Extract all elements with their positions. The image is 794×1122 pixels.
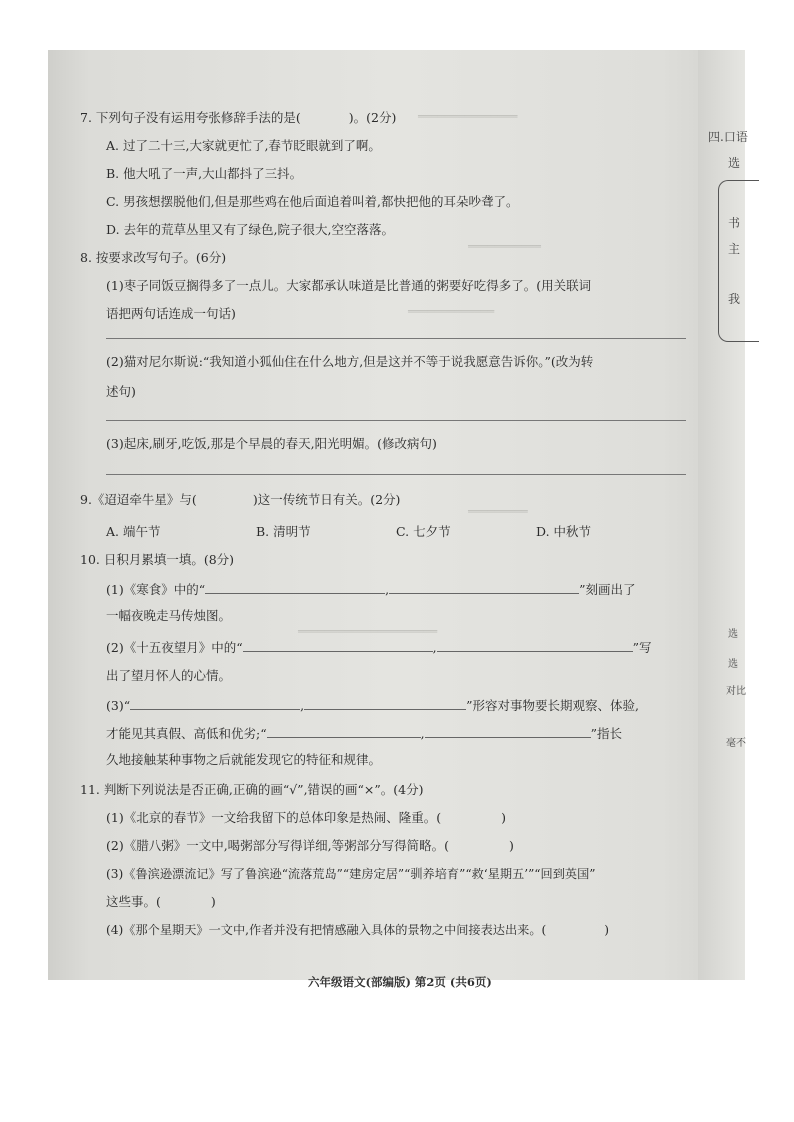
- fill-blank[interactable]: [389, 580, 579, 594]
- bleed-through-text: ═══════════════: [418, 110, 518, 123]
- question-10-item-2-prefix: (2)《十五夜望月》中的“: [106, 640, 243, 655]
- adjacent-page-box: [718, 180, 759, 342]
- comma: ,: [420, 726, 425, 741]
- fill-blank[interactable]: [243, 638, 433, 652]
- question-10-item-3-suffix: ”形容对事物要长期观察、体验,: [466, 698, 639, 713]
- question-11-item-2-text: (2)《腊八粥》一文中,喝粥部分写得详细,等粥部分写得简略。(: [106, 838, 450, 853]
- question-9-option-d: D. 中秋节: [536, 524, 592, 539]
- question-10-item-3-prefix: (3)“: [106, 698, 131, 713]
- page-footer: 六年级语文(部编版) 第2页 (共6页): [308, 975, 492, 989]
- question-10-item-2-line-2: 出了望月怀人的心情。: [106, 668, 232, 683]
- exam-page: [80, 82, 720, 989]
- question-11-item-1-close: ): [501, 810, 506, 825]
- question-9-option-c: C. 七夕节: [396, 524, 451, 539]
- question-11-item-4-close: ): [604, 923, 610, 937]
- question-9-option-a: A. 端午节: [106, 524, 161, 539]
- question-10-item-2-suffix: ”写: [632, 640, 652, 655]
- question-11-item-3-text: 这些事。(: [106, 894, 161, 909]
- bleed-through-text: ═══════════: [468, 240, 541, 253]
- question-10-stem: 10. 日积月累填一填。(8分): [80, 552, 235, 567]
- answer-line[interactable]: [106, 420, 686, 421]
- question-11-item-2: [106, 838, 514, 854]
- question-7-option-d: D. 去年的荒草丛里又有了绿色,院子很大,空空落落。: [106, 222, 394, 237]
- comma: ,: [300, 698, 305, 713]
- question-7-option-a: A. 过了二十三,大家就更忙了,春节眨眼就到了啊。: [106, 138, 381, 153]
- question-10-item-1-line-1: [106, 580, 635, 598]
- question-8-item-1-line-2: 语把两句话连成一句话): [106, 306, 236, 321]
- question-10-item-3-middle: 才能见其真假、高低和优劣;“: [106, 726, 267, 741]
- adjacent-page-text: 选: [728, 659, 738, 670]
- adjacent-page-text: 书: [728, 216, 741, 230]
- answer-line[interactable]: [106, 474, 686, 475]
- question-9-option-b: B. 清明节: [256, 524, 311, 539]
- question-10-item-2-line-1: [106, 638, 651, 656]
- fill-blank[interactable]: [205, 580, 385, 594]
- question-10-item-3-suffix-2: ”指长: [590, 726, 622, 741]
- adjacent-page-text: 我: [728, 292, 741, 306]
- fill-blank[interactable]: [267, 724, 421, 738]
- question-10-item-1-suffix: ”刻画出了: [579, 582, 636, 597]
- question-7-stem: [80, 110, 396, 126]
- adjacent-page-text: 选: [728, 629, 738, 640]
- question-9-stem: [80, 492, 400, 508]
- adjacent-page-text: 四.口语: [708, 130, 748, 144]
- question-7-option-c: C. 男孩想摆脱他们,但是那些鸡在他后面追着叫着,都快把他的耳朵吵聋了。: [106, 194, 519, 209]
- question-7-option-b: B. 他大吼了一声,大山都抖了三抖。: [106, 166, 303, 181]
- adjacent-page-text: 毫不: [726, 738, 746, 749]
- answer-line[interactable]: [106, 338, 686, 339]
- bleed-through-text: ═════════: [468, 505, 528, 518]
- question-11-stem: 11. 判断下列说法是否正确,正确的画“√”,错误的画“×”。(4分): [80, 782, 424, 797]
- question-11-item-4-text: (4)《那个星期天》一文中,作者并没有把情感融入具体的景物之中间接表达出来。(: [106, 923, 547, 937]
- adjacent-page-text: 对比: [726, 686, 746, 697]
- question-7-stem-end: )。(2分): [348, 110, 397, 125]
- fill-blank[interactable]: [130, 696, 300, 710]
- question-11-item-3-close: ): [210, 894, 216, 909]
- adjacent-page-text: 主: [728, 242, 741, 256]
- bleed-through-text: ═════════════════════: [298, 625, 438, 638]
- question-10-item-3-line-1: [106, 696, 639, 714]
- question-9-stem-end: )这一传统节日有关。(2分): [252, 492, 401, 507]
- question-8-stem: 8. 按要求改写句子。(6分): [80, 250, 227, 265]
- question-11-item-3-line-1: (3)《鲁滨逊漂流记》写了鲁滨逊“流落荒岛”“建房定居”“驯养培育”“救‘星期五’”“回到英国”: [106, 867, 596, 881]
- question-10-item-3-line-2: [106, 724, 622, 742]
- question-11-item-4: [106, 922, 609, 938]
- bleed-through-text: ═════════════: [408, 305, 495, 318]
- question-8-item-2-line-2: 述句): [106, 384, 136, 399]
- adjacent-page-text: 选: [728, 156, 741, 170]
- question-8-item-2-line-1: (2)猫对尼尔斯说:“我知道小狐仙住在什么地方,但是这并不等于说我愿意告诉你。”(改为转: [106, 354, 594, 369]
- question-11-item-1: [106, 810, 506, 826]
- question-11-item-3-line-2: [106, 894, 216, 910]
- comma: ,: [385, 582, 390, 597]
- question-9-stem-text: 9.《迢迢牵牛星》与(: [80, 492, 197, 507]
- question-11-item-1-text: (1)《北京的春节》一文给我留下的总体印象是热闹、隆重。(: [106, 810, 442, 825]
- question-7-stem-text: 7. 下列句子没有运用夸张修辞手法的是(: [80, 110, 301, 125]
- fill-blank[interactable]: [437, 638, 633, 652]
- scanned-photo: [48, 50, 748, 989]
- fill-blank[interactable]: [425, 724, 591, 738]
- question-10-item-3-line-3: 久地接触某种事物之后就能发现它的特征和规律。: [106, 752, 382, 767]
- question-10-item-1-prefix: (1)《寒食》中的“: [106, 582, 206, 597]
- fill-blank[interactable]: [304, 696, 466, 710]
- comma: ,: [432, 640, 437, 655]
- question-10-item-1-line-2: 一幅夜晚走马传烛图。: [106, 608, 232, 623]
- question-8-item-3: (3)起床,刷牙,吃饭,那是个早晨的春天,阳光明媚。(修改病句): [106, 436, 437, 451]
- question-11-item-2-close: ): [509, 838, 514, 853]
- question-8-item-1-line-1: (1)枣子同饭豆搁得多了一点儿。大家都承认味道是比普通的粥要好吃得多了。(用关联词: [106, 278, 592, 293]
